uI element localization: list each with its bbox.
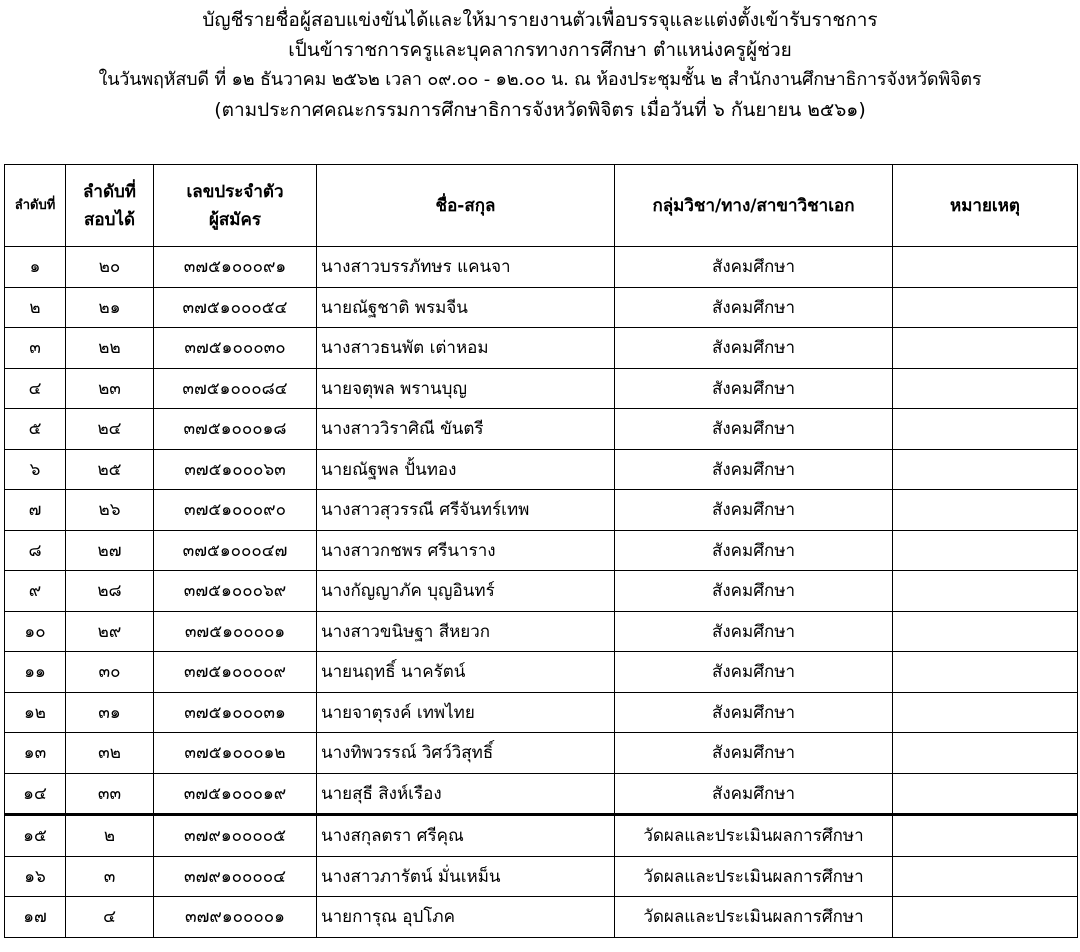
table-row [5,571,1078,612]
table-row [5,692,1078,733]
cell-seq: ๑๒ [5,692,66,733]
header-rank-line1: ลำดับที่ [82,181,136,202]
cell-name: นายการุณ อุปโภค [317,897,615,938]
header-remark: หมายเหตุ [893,165,1078,247]
cell-rank: ๒๖ [66,490,154,531]
cell-seq: ๑๖ [5,856,66,897]
cell-remark [893,368,1078,409]
cell-subject: สังคมศึกษา [615,490,893,531]
cell-remark [893,856,1078,897]
cell-applicant-id: ๓๗๕๑๐๐๐๐๑ [154,611,317,652]
cell-subject: สังคมศึกษา [615,733,893,774]
table-row [5,409,1078,450]
cell-subject: สังคมศึกษา [615,530,893,571]
cell-name: นางสาวธนพัต เต่าหอม [317,328,615,369]
cell-rank: ๒๓ [66,368,154,409]
cell-seq: ๒ [5,287,66,328]
cell-subject: สังคมศึกษา [615,773,893,815]
cell-rank: ๓๒ [66,733,154,774]
cell-seq: ๑๔ [5,773,66,815]
cell-applicant-id: ๓๗๕๑๐๐๐๑๘ [154,409,317,450]
cell-remark [893,611,1078,652]
table-row [5,897,1078,938]
cell-seq: ๙ [5,571,66,612]
table-header-row [5,165,1078,247]
cell-remark [893,733,1078,774]
header-applicant-id [154,165,317,247]
cell-name: นายณัฐชาติ พรมจีน [317,287,615,328]
cell-rank: ๒๘ [66,571,154,612]
table-row [5,773,1078,815]
cell-name: นายจตุพล พรานบุญ [317,368,615,409]
cell-seq: ๘ [5,530,66,571]
cell-applicant-id: ๓๗๕๑๐๐๐๖๙ [154,571,317,612]
table-row [5,733,1078,774]
cell-subject: สังคมศึกษา [615,692,893,733]
cell-rank: ๒๑ [66,287,154,328]
cell-applicant-id: ๓๗๕๑๐๐๐๙๐ [154,490,317,531]
header-id-line2: ผู้สมัคร [208,209,262,230]
cell-subject: สังคมศึกษา [615,611,893,652]
cell-applicant-id: ๓๗๕๑๐๐๐๙๑ [154,247,317,288]
cell-rank: ๓๑ [66,692,154,733]
cell-remark [893,897,1078,938]
cell-rank: ๓๓ [66,773,154,815]
table-row [5,856,1078,897]
cell-applicant-id: ๓๗๕๑๐๐๐๕๔ [154,287,317,328]
candidate-table [4,164,1078,938]
cell-remark [893,409,1078,450]
header-subject: กลุ่มวิชา/ทาง/สาขาวิชาเอก [615,165,893,247]
table-row [5,815,1078,857]
cell-seq: ๑๓ [5,733,66,774]
cell-name: นายจาตุรงค์ เทพไทย [317,692,615,733]
cell-name: นายณัฐพล ปั้นทอง [317,449,615,490]
cell-remark [893,530,1078,571]
cell-rank: ๒ [66,815,154,857]
header-rank-line2: สอบได้ [84,209,135,230]
table-row [5,328,1078,369]
cell-seq: ๗ [5,490,66,531]
cell-name: นางสาวบรรภัทษร แคนจา [317,247,615,288]
table-row [5,530,1078,571]
cell-seq: ๓ [5,328,66,369]
table-row [5,611,1078,652]
cell-name: นางสาวขนิษฐา สีหยวก [317,611,615,652]
cell-rank: ๒๔ [66,409,154,450]
cell-name: นางกัญญาภัค บุญอินทร์ [317,571,615,612]
cell-remark [893,247,1078,288]
cell-subject: สังคมศึกษา [615,287,893,328]
cell-rank: ๒๒ [66,328,154,369]
cell-remark [893,692,1078,733]
cell-subject: สังคมศึกษา [615,409,893,450]
cell-remark [893,328,1078,369]
cell-applicant-id: ๓๗๕๑๐๐๐๖๓ [154,449,317,490]
cell-subject: วัดผลและประเมินผลการศึกษา [615,897,893,938]
cell-rank: ๓ [66,856,154,897]
cell-applicant-id: ๓๗๙๑๐๐๐๐๕ [154,815,317,857]
cell-applicant-id: ๓๗๕๑๐๐๐๑๙ [154,773,317,815]
cell-remark [893,815,1078,857]
table-row [5,287,1078,328]
cell-name: นางสาวกชพร ศรีนาราง [317,530,615,571]
cell-rank: ๒๙ [66,611,154,652]
cell-name: นางสกุลตรา ศรีคุณ [317,815,615,857]
cell-subject: สังคมศึกษา [615,368,893,409]
cell-remark [893,449,1078,490]
title-line-4: (ตามประกาศคณะกรรมการศึกษาธิการจังหวัดพิจิตร เมื่อวันที่ ๖ กันยายน ๒๕๖๑) [214,99,866,121]
cell-applicant-id: ๓๗๕๑๐๐๐๓๐ [154,328,317,369]
table-row [5,652,1078,693]
table-row [5,368,1078,409]
cell-subject: วัดผลและประเมินผลการศึกษา [615,856,893,897]
cell-name: นายนฤทธิ์ นาครัตน์ [317,652,615,693]
header-name: ชื่อ-สกุล [317,165,615,247]
cell-applicant-id: ๓๗๕๑๐๐๐๘๔ [154,368,317,409]
cell-seq: ๖ [5,449,66,490]
cell-seq: ๑ [5,247,66,288]
cell-subject: สังคมศึกษา [615,328,893,369]
table-row [5,247,1078,288]
cell-name: นางสาววิราศิณี ขันตรี [317,409,615,450]
cell-seq: ๑๑ [5,652,66,693]
cell-subject: สังคมศึกษา [615,652,893,693]
cell-remark [893,490,1078,531]
cell-applicant-id: ๓๗๙๑๐๐๐๐๑ [154,897,317,938]
cell-seq: ๑๐ [5,611,66,652]
header-seq: ลำดับที่ [5,165,66,247]
cell-subject: สังคมศึกษา [615,247,893,288]
cell-name: นางสาวภารัตน์ มั่นเหม็น [317,856,615,897]
document-header [0,0,1080,126]
cell-applicant-id: ๓๗๕๑๐๐๐๓๑ [154,692,317,733]
title-line-3: ในวันพฤหัสบดี ที่ ๑๒ ธันวาคม ๒๕๖๒ เวลา ๐๙.๐๐ - ๑๒.๐๐ น. ณ ห้องประชุมชั้น ๒ สำนักงานศึกษาธิการจังหวัดพิจิตร [98,69,982,90]
cell-remark [893,773,1078,815]
cell-rank: ๒๕ [66,449,154,490]
cell-rank: ๒๐ [66,247,154,288]
cell-subject: วัดผลและประเมินผลการศึกษา [615,815,893,857]
cell-applicant-id: ๓๗๕๑๐๐๐๔๗ [154,530,317,571]
cell-subject: สังคมศึกษา [615,571,893,612]
cell-name: นางสาวสุวรรณี ศรีจันทร์เทพ [317,490,615,531]
cell-seq: ๑๕ [5,815,66,857]
cell-rank: ๒๗ [66,530,154,571]
cell-rank: ๔ [66,897,154,938]
cell-applicant-id: ๓๗๕๑๐๐๐๐๙ [154,652,317,693]
cell-remark [893,652,1078,693]
table-row [5,490,1078,531]
header-id-line1: เลขประจำตัว [186,181,284,202]
header-rank [66,165,154,247]
cell-applicant-id: ๓๗๕๑๐๐๐๑๒ [154,733,317,774]
cell-name: นางทิพวรรณ์ วิศว์วิสุทธิ์ [317,733,615,774]
cell-seq: ๕ [5,409,66,450]
cell-subject: สังคมศึกษา [615,449,893,490]
cell-rank: ๓๐ [66,652,154,693]
cell-remark [893,287,1078,328]
cell-remark [893,571,1078,612]
title-line-1: บัญชีรายชื่อผู้สอบแข่งขันได้และให้มารายงานตัวเพื่อบรรจุและแต่งตั้งเข้ารับราชการ [202,9,878,31]
cell-seq: ๑๗ [5,897,66,938]
table-row [5,449,1078,490]
cell-seq: ๔ [5,368,66,409]
cell-applicant-id: ๓๗๙๑๐๐๐๐๔ [154,856,317,897]
cell-name: นายสุธี สิงห์เรือง [317,773,615,815]
title-line-2: เป็นข้าราชการครูและบุคลากรทางการศึกษา ตำแหน่งครูผู้ช่วย [288,39,792,61]
